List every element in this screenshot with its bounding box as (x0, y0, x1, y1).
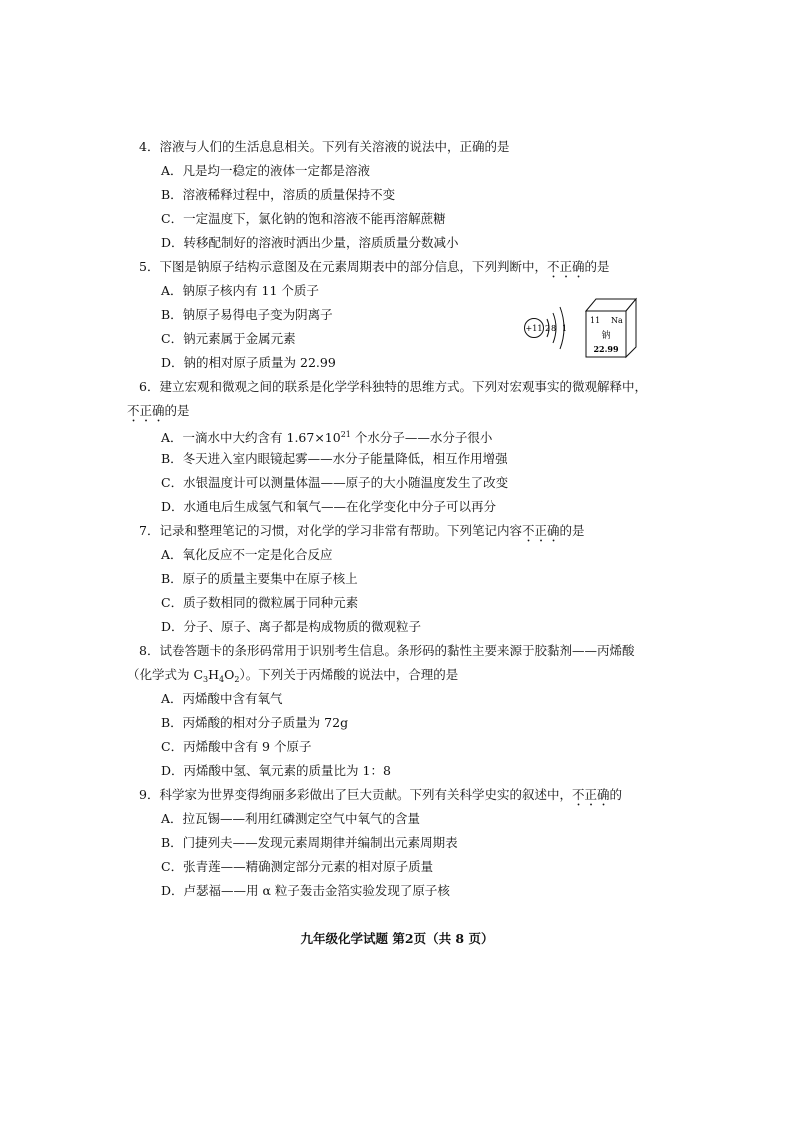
question-7-emphasis: 不正确 (521, 523, 560, 538)
question-7-option-a: A．氧化反应不一定是化合反应 (161, 547, 333, 562)
question-5-stem-end: 的是 (584, 259, 610, 274)
atomic-mass: 22.99 (593, 344, 619, 354)
question-9-option-a: A．拉瓦锡——利用红磷测定空气中氧气的含量 (161, 811, 421, 826)
question-5-option-a: A．钠原子核内有 11 个质子 (161, 283, 319, 298)
question-5-emphasis: 不正确 (546, 259, 585, 274)
question-8-option-d: D．丙烯酸中氢、氧元素的质量比为 1：8 (161, 763, 391, 778)
formula-sub-c: 3 (203, 675, 209, 684)
question-6-option-c: C．水银温度计可以测量体温——原子的大小随温度发生了改变 (161, 475, 509, 490)
question-6-stem-line1: 6．建立宏观和微观之间的联系是化学学科独特的思维方式。下列对宏观事实的微观解释中， (139, 379, 647, 394)
sodium-atom-figure (520, 293, 640, 359)
formula-o: O (224, 667, 235, 682)
formula-h: H (208, 667, 220, 682)
question-4-stem: 4．溶液与人们的生活息息相关。下列有关溶液的说法中，正确的是 (139, 139, 510, 154)
question-6-option-a-end: 个水分子——水分子很小 (350, 430, 493, 446)
question-5-stem (139, 259, 610, 281)
question-5-option-b: B．钠原子易得电子变为阴离子 (161, 307, 333, 322)
question-8-option-b: B．丙烯酸的相对分子质量为 72g (161, 715, 349, 730)
question-4-option-c: C．一定温度下，氯化钠的饱和溶液不能再溶解蔗糖 (161, 211, 446, 226)
question-9-stem (139, 787, 622, 809)
shell-electrons-2: 8 (551, 324, 557, 333)
formula-prefix: （化学式为 C (127, 667, 204, 682)
question-9-stem-end: 的 (609, 787, 622, 802)
page-footer: 九年级化学试题 第2页（共 8 页） (300, 931, 494, 946)
question-4-option-a: A．凡是均一稳定的液体一定都是溶液 (161, 163, 371, 178)
atomic-number: 11 (590, 316, 601, 325)
question-8-stem-line2 (127, 667, 458, 688)
question-6-option-a (161, 427, 492, 446)
element-symbol: Na (611, 316, 623, 325)
question-9-option-b: B．门捷列夫——发现元素周期律并编制出元素周期表 (161, 835, 458, 850)
question-4-option-d: D．转移配制好的溶液时洒出少量，溶质质量分数减小 (161, 235, 459, 250)
question-5-stem-text: 5．下图是钠原子结构示意图及在元素周期表中的部分信息，下列判断中， (139, 259, 547, 274)
question-6-option-d: D．水通电后生成氢气和氧气——在化学变化中分子可以再分 (161, 499, 497, 514)
question-7-stem-end: 的是 (559, 523, 585, 538)
question-8-stem-end: ）。下列关于丙烯酸的说法中，合理的是 (239, 667, 459, 682)
question-7-stem-text: 7．记录和整理笔记的习惯，对化学的学习非常有帮助。下列笔记内容 (139, 523, 522, 538)
periodic-table-cell (586, 299, 636, 357)
question-6-option-b: B．冬天进入室内眼镜起雾——水分子能量降低，相互作用增强 (161, 451, 508, 466)
atom-structure-diagram (525, 307, 568, 349)
question-8-stem-line1: 8．试卷答题卡的条形码常用于识别考生信息。条形码的黏性主要来源于胶黏剂——丙烯酸 (139, 643, 635, 658)
question-6-option-a-text: A．一滴水中大约含有 1.67×10 (161, 430, 341, 446)
question-6-exponent: 21 (340, 430, 351, 439)
nucleus-label: +11 (525, 324, 543, 333)
question-8-option-c: C．丙烯酸中含有 9 个原子 (161, 739, 312, 754)
question-9-stem-text: 9．科学家为世界变得绚丽多彩做出了巨大贡献。下列有关科学史实的叙述中， (139, 787, 572, 802)
question-7-option-c: C．质子数相同的微粒属于同种元素 (161, 595, 359, 610)
question-5-option-c: C．钠元素属于金属元素 (161, 331, 296, 346)
question-6-stem-line2 (127, 403, 190, 425)
question-8-option-a: A．丙烯酸中含有氧气 (161, 691, 283, 706)
question-4-option-b: B．溶液稀释过程中，溶质的质量保持不变 (161, 187, 396, 202)
question-6-stem-end: 的是 (164, 403, 190, 418)
element-name: 钠 (601, 331, 611, 341)
shell-electrons-3: 1 (562, 324, 568, 333)
question-6-emphasis: 不正确 (127, 403, 165, 418)
shell-electrons-1: 2 (545, 324, 551, 333)
question-9-emphasis: 不正确 (571, 787, 610, 802)
question-7-option-b: B．原子的质量主要集中在原子核上 (161, 571, 358, 586)
question-7-option-d: D．分子、原子、离子都是构成物质的微观粒子 (161, 619, 422, 634)
formula-sub-h: 4 (219, 675, 225, 684)
question-9-option-d: D．卢瑟福——用 α 粒子轰击金箔实验发现了原子核 (161, 883, 450, 898)
question-7-stem (139, 523, 585, 545)
question-9-option-c: C．张青莲——精确测定部分元素的相对原子质量 (161, 859, 434, 874)
question-5-option-d: D．钠的相对原子质量为 22.99 (161, 355, 336, 370)
formula-sub-o: 2 (234, 675, 240, 684)
